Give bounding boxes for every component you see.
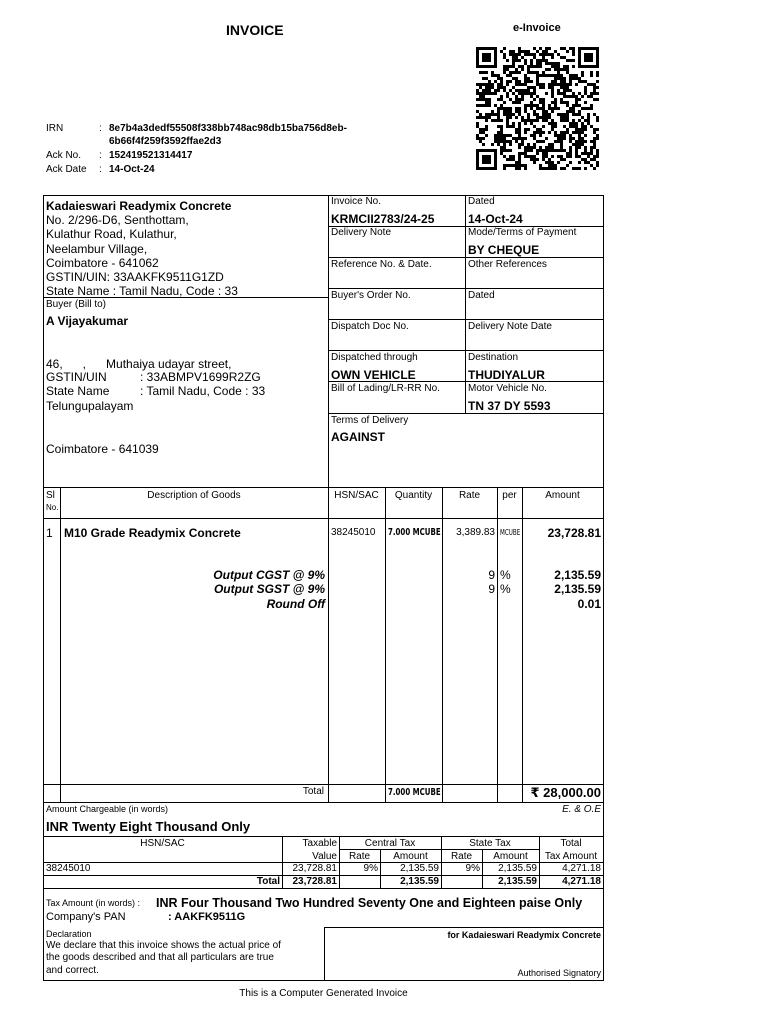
irn-value-1: 8e7b4a3dedf55508f338bb748ac98db15ba756d8eb- [109,123,347,134]
qr-code [476,43,600,171]
tax-line-amount: 2,135.59 [554,568,601,582]
dated-value: 14-Oct-24 [468,212,523,226]
col-per: per [502,490,517,501]
seller-line: State Name : Tamil Nadu, Code : 33 [46,284,238,299]
seller-address [46,213,238,299]
irn-sep: : [99,123,102,134]
seller-line: Coimbatore - 641062 [46,255,159,270]
tt-row-total: 4,271.18 [562,863,601,874]
tt-row-c-amt: 2,135.59 [400,863,439,874]
item-sl: 1 [46,526,53,540]
tt-row-hsn: 38245010 [46,863,91,874]
tt-s-amount-header: Amount [493,851,528,862]
buyer-label: Buyer (Bill to) [46,299,107,310]
ack-no-value: 152419521314417 [109,150,193,161]
col-sl: Sl [46,490,55,501]
ack-date-label: Ack Date [46,164,87,175]
dated-label: Dated [468,196,495,207]
terms-delivery-label: Terms of Delivery [331,415,409,426]
tt-taxable-header-1: Taxable [302,838,337,849]
amount-words-label: Amount Chargeable (in words) [46,804,169,814]
ack-date-sep: : [99,164,102,175]
mode-terms-label: Mode/Terms of Payment [468,227,577,238]
tax-line-per: % [500,582,511,596]
tt-c-amount-header: Amount [393,851,428,862]
pan-value: : AAKFK9511G [168,911,246,923]
seller-line: No. 2/296-D6, Senthottam, [46,213,189,227]
item-amount: 23,728.81 [547,526,601,540]
buyer-state-label: State Name [46,384,110,398]
delivery-note-label: Delivery Note [331,227,392,238]
destination-value: THUDIYALUR [468,368,545,382]
tt-total-s-amt: 2,135.59 [498,876,537,887]
grand-total: ₹ 28,000.00 [530,785,601,800]
delivery-note-date-label: Delivery Note Date [468,321,552,332]
declaration-label: Declaration [46,929,92,939]
tt-c-rate-header: Rate [348,851,371,862]
tt-total-header-2: Tax Amount [544,851,598,862]
eoe-label: E. & O.E [562,804,601,815]
tt-hsn-header: HSN/SAC [140,838,185,849]
footer-note: This is a Computer Generated Invoice [239,988,408,999]
item-quantity: 7.000 MCUBE [388,527,441,538]
tt-total-c-amt: 2,135.59 [400,876,439,887]
ack-date-value: 14-Oct-24 [109,164,155,175]
tt-s-rate-header: Rate [450,851,473,862]
tt-row-taxable: 23,728.81 [292,863,337,874]
tt-total-label: Total [256,876,280,887]
tax-line-label: Output SGST @ 9% [213,582,325,596]
col-description: Description of Goods [147,490,241,501]
einvoice-label: e-Invoice [513,22,561,34]
tax-words-label: Tax Amount (in words) : [46,898,141,908]
dispatched-through-value: OWN VEHICLE [331,368,416,382]
tt-total-header-1: Total [560,838,582,849]
irn-label: IRN [46,123,64,134]
round-off-amount: 0.01 [577,597,601,611]
seller-name: Kadaieswari Readymix Concrete [46,199,232,213]
seller-line: Neelambur Village, [46,241,148,256]
reference-label: Reference No. & Date. [331,259,432,270]
tax-words-value: INR Four Thousand Two Hundred Seventy One and Eighteen paise Only [156,896,583,910]
declaration-line: and correct. [46,964,99,976]
total-quantity-wrap [388,787,455,798]
tt-taxable-header-2: Value [312,851,337,862]
tt-total-total: 4,271.18 [562,876,601,887]
tt-row-s-rate: 9% [465,863,480,874]
buyer-line: 46, , Muthaiya udayar street, [46,356,232,371]
col-no: No. [46,503,59,512]
buyer-name: A Vijayakumar [46,314,129,328]
item-hsn: 38245010 [331,527,376,538]
buyer-gstin-label: GSTIN/UIN [46,370,107,384]
tt-row-c-rate: 9% [363,863,378,874]
invoice-no-value: KRMCII2783/24-25 [331,212,435,226]
tax-line-per: % [500,568,511,582]
buyers-order-label: Buyer's Order No. [331,290,411,301]
buyer-gstin-value: : 33ABMPV1699R2ZG [140,370,261,384]
irn-value-2: 6b66f4f259f3592ffae2d3 [109,136,222,147]
invoice-title: INVOICE [226,22,284,38]
buyer-address [46,328,231,471]
dispatched-through-label: Dispatched through [331,352,418,363]
invoice-no-label: Invoice No. [331,196,382,207]
tt-total-taxable: 23,728.81 [292,876,337,887]
tt-row-s-amt: 2,135.59 [498,863,537,874]
tax-line-rate: 9 [488,568,495,582]
tax-line-label: Output CGST @ 9% [213,568,325,582]
buyer-line: Coimbatore - 641039 [46,442,159,457]
declaration-text [46,940,281,977]
ack-no-sep: : [99,150,102,161]
amount-words-value: INR Twenty Eight Thousand Only [46,819,251,834]
buyer-state-value: : Tamil Nadu, Code : 33 [140,384,266,398]
col-rate: Rate [458,490,481,501]
seller-line: GSTIN/UIN: 33AAKFK9511G1ZD [46,270,224,285]
buyer-line: Telungupalayam [46,399,134,414]
item-per: MCUBE [500,528,521,537]
seller-line: Kulathur Road, Kulathur, [46,227,177,242]
item-description: M10 Grade Readymix Concrete [64,526,241,540]
motor-vehicle-value: TN 37 DY 5593 [468,399,551,413]
authorised-signatory: Authorised Signatory [517,968,601,978]
terms-delivery-value: AGAINST [331,430,385,444]
ack-no-label: Ack No. [46,150,82,161]
motor-vehicle-label: Motor Vehicle No. [468,383,547,394]
mode-terms-value: BY CHEQUE [468,243,540,257]
total-label: Total [302,786,324,797]
other-ref-label: Other References [468,259,547,270]
destination-label: Destination [468,352,519,363]
tt-state-header: State Tax [469,838,511,849]
signatory-for: for Kadaieswari Readymix Concrete [447,930,601,940]
dispatch-doc-label: Dispatch Doc No. [331,321,409,332]
col-amount: Amount [545,490,580,501]
tax-line-rate: 9 [488,582,495,596]
tt-central-header: Central Tax [364,838,416,849]
declaration-line: We declare that this invoice shows the actual price of [46,940,281,951]
dated2-label: Dated [468,290,495,301]
pan-label: Company's PAN [46,911,126,923]
total-quantity: 7.000 MCUBE [388,787,441,798]
col-hsn: HSN/SAC [334,490,379,501]
bill-of-lading-label: Bill of Lading/LR-RR No. [331,383,440,394]
declaration-line: the goods described and that all particulars are true [46,952,274,964]
round-off-label: Round Off [266,597,325,611]
col-quantity: Quantity [394,490,433,501]
item-rate: 3,389.83 [456,527,495,538]
tax-line-amount: 2,135.59 [554,582,601,596]
